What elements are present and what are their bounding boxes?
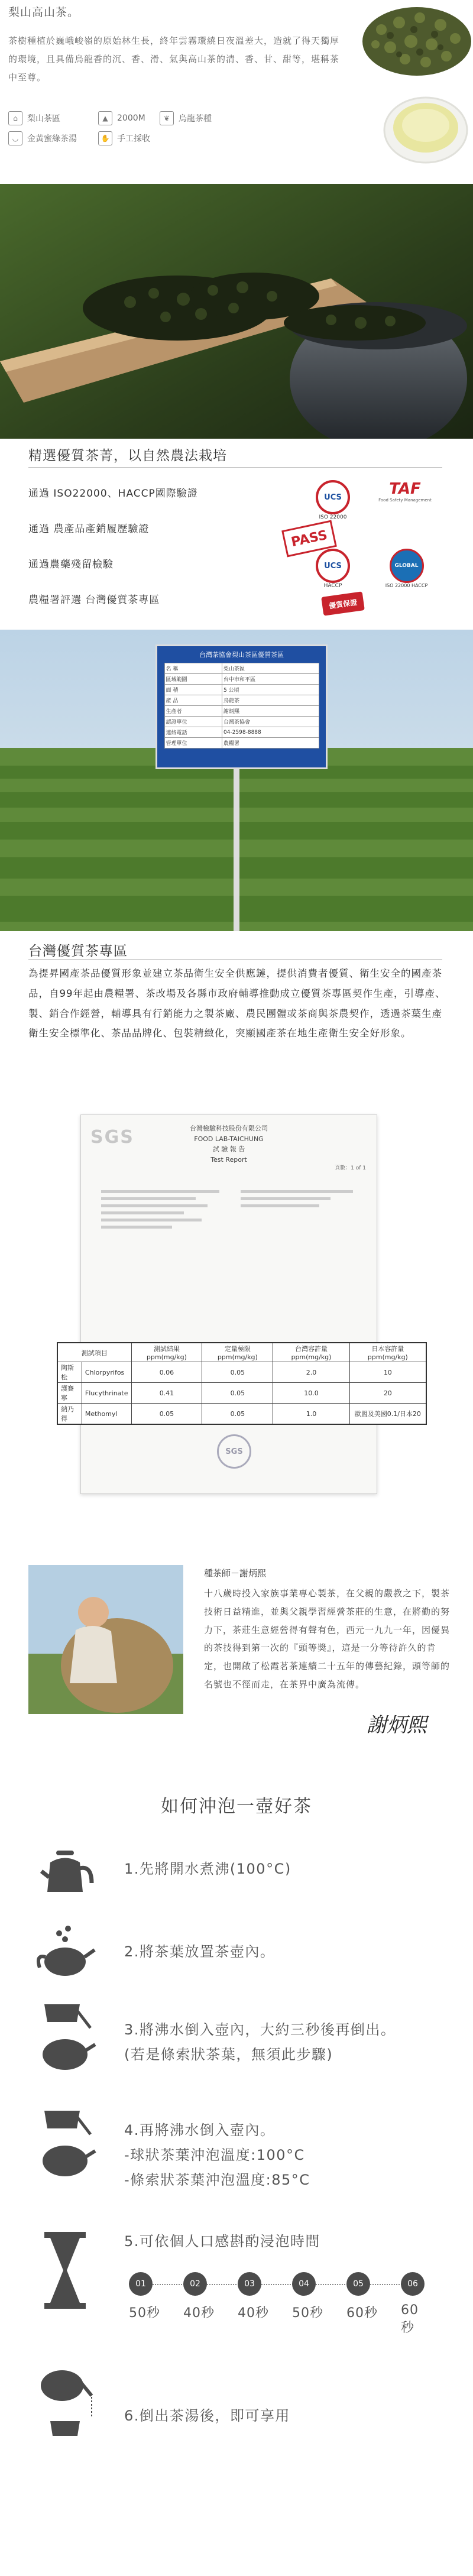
infusion-item <box>183 2272 215 2321</box>
infusion-time: 60秒 <box>401 2303 419 2335</box>
sign-table <box>164 663 319 749</box>
table-header: 測試結果 ppm(mg/kg) <box>131 1343 202 1362</box>
intro-title: 梨山高山茶。 <box>8 6 80 19</box>
feature-harvest <box>98 131 150 145</box>
sign-key: 認證單位 <box>164 717 222 727</box>
infusion-number: 05 <box>346 2272 370 2296</box>
cert-heading-bar <box>0 439 473 469</box>
table-header: 日本容許量 ppm(mg/kg) <box>349 1343 426 1362</box>
tea-plantation-icon: ⌂ <box>8 111 22 125</box>
sign-value: 謝炳熙 <box>222 706 319 717</box>
pass-stamp: PASS <box>281 520 337 558</box>
table-cell: 0.41 <box>131 1383 202 1404</box>
feature-variety <box>160 111 212 125</box>
sign-key: 管理單位 <box>164 738 222 749</box>
logo-caption: ISO 22000 <box>319 514 347 520</box>
sign-value: 農糧署 <box>222 738 319 749</box>
report-doc: 試 驗 報 告 <box>212 1145 245 1153</box>
brew-step-5 <box>124 2229 320 2254</box>
maker-title: 種茶師－謝炳熙 <box>204 1568 267 1579</box>
feature-plantation <box>8 111 60 125</box>
maker-signature: 謝炳熙 <box>367 1713 427 1737</box>
table-cell: 0.05 <box>202 1404 273 1425</box>
tea-cup-image <box>381 83 470 166</box>
table-cell: Chlorpyrifos <box>82 1362 131 1383</box>
feature-label: 烏龍茶種 <box>179 114 212 124</box>
divider <box>28 467 442 468</box>
feature-label: 金黃蜜綠茶湯 <box>27 134 77 144</box>
table-cell: 1.0 <box>273 1404 349 1425</box>
table-cell: Flucythrinate <box>82 1383 131 1404</box>
sign-key: 生產者 <box>164 706 222 717</box>
tea-zone-sign <box>155 644 328 769</box>
infusion-number: 06 <box>401 2272 425 2296</box>
tea-maker-photo <box>28 1565 183 1714</box>
zone-text: 為提昇國產茶品優質形象並建立茶品衛生安全供應鏈，提供消費者優質、衛生安全的國產茶品，自99年起由農糧署、茶改場及各縣市政府輔導推動成立優質茶專區契作生產，引導產、製、銷合作經營，輔導具有行銷能力之製茶廠、農民團體或茶商與茶農契作，透過茶葉生產衛生安全標準化、茶品品牌化、包裝精緻化，突顯國產茶在地生產衛生安全好形象。 <box>28 968 446 1039</box>
tea-cup-icon: ◡ <box>8 131 22 145</box>
report-company: 台灣檢驗科技股份有限公司 <box>190 1125 268 1132</box>
table-cell: 2.0 <box>273 1362 349 1383</box>
cert-item: 通過 農產品產銷履歷驗證 <box>28 523 150 535</box>
infusion-number: 03 <box>238 2272 261 2296</box>
table-cell: 10 <box>349 1362 426 1383</box>
kettle-icon <box>33 1836 98 1901</box>
feature-label: 手工採收 <box>117 134 150 144</box>
pour-water-icon <box>33 1987 98 2075</box>
brew-step-2 <box>124 1939 275 1964</box>
step-text: -球狀茶葉沖泡溫度:100°C <box>124 2147 305 2163</box>
step-text: (若是條索狀茶葉，無須此步驟) <box>124 2046 333 2063</box>
table-cell: 陶斯松 <box>57 1362 82 1383</box>
sign-key: 區域範圍 <box>164 674 222 685</box>
infusion-time: 50秒 <box>292 2306 323 2321</box>
cert-item: 通過農藥殘留檢驗 <box>28 559 114 571</box>
step-text: 1.先將開水煮沸(100°C) <box>124 1861 291 1877</box>
ucs-iso22000-logo <box>312 480 354 520</box>
mountain-icon: ▲ <box>98 111 112 125</box>
ucs-badge: UCS <box>316 480 350 514</box>
table-header: 測試項目 <box>57 1343 131 1362</box>
global-logo <box>378 549 435 588</box>
infusion-time: 40秒 <box>183 2306 215 2321</box>
global-badge: GLOBAL <box>390 549 424 583</box>
sign-value: 梨山茶區 <box>222 663 319 674</box>
infusion-number: 01 <box>129 2272 153 2296</box>
pour-again-icon <box>33 2093 98 2182</box>
feature-label: 2000M <box>117 114 145 123</box>
quality-seal: 優質保證 <box>321 591 365 615</box>
report-doc-en: Test Report <box>210 1155 247 1164</box>
brew-step-1 <box>124 1856 291 1881</box>
cert-item: 農糧署評選 台灣優質茶專區 <box>28 594 160 606</box>
table-cell: Methomyl <box>82 1404 131 1425</box>
brew-step-6 <box>124 2403 290 2428</box>
table-cell: 0.05 <box>131 1404 202 1425</box>
step-text: 2.將茶葉放置茶壺內。 <box>124 1943 276 1960</box>
report-lab: FOOD LAB-TAICHUNG <box>194 1135 264 1143</box>
infusion-timeline <box>129 2272 425 2335</box>
ucs-badge: UCS <box>316 549 350 583</box>
step-text: 5.可依個人口感斟酌浸泡時間 <box>124 2233 320 2250</box>
logo-caption: ISO 22000 HACCP <box>385 583 428 588</box>
step-text: 4.再將沸水倒入壺內。 <box>124 2122 276 2138</box>
tea-scoop-banner-image <box>0 184 473 444</box>
sign-key: 產 品 <box>164 695 222 706</box>
infusion-number: 02 <box>183 2272 207 2296</box>
report-header-lines <box>101 1186 219 1233</box>
divider <box>28 959 442 960</box>
ucs-haccp-logo <box>312 549 354 589</box>
tea-leaf-icon: ❦ <box>160 111 174 125</box>
sign-value: 04-2598-8888 <box>222 727 319 738</box>
infusion-item <box>346 2272 378 2321</box>
hourglass-icon <box>33 2229 98 2312</box>
sign-key: 連絡電話 <box>164 727 222 738</box>
sgs-stamp: SGS <box>217 1434 251 1469</box>
feature-altitude <box>98 111 145 125</box>
step-text: 6.倒出茶湯後，即可享用 <box>124 2407 290 2424</box>
sign-key: 名 稱 <box>164 663 222 674</box>
intro-text: 茶樹種植於巍峨峻嶺的原始林生長，終年雲霧環繞日夜溫差大，造就了得天獨厚的環境，且具備烏龍香的沉、香、滑、氣與高山茶的清、香、甘、甜等，堪稱茶中至尊。 <box>8 35 340 83</box>
table-cell: 10.0 <box>273 1383 349 1404</box>
sign-value: 台灣茶協會 <box>222 717 319 727</box>
infusion-item <box>292 2272 323 2321</box>
step-text: -條索狀茶葉沖泡溫度:85°C <box>124 2172 310 2188</box>
brew-step-4 <box>124 2118 310 2192</box>
table-header: 台灣容許量 ppm(mg/kg) <box>273 1343 349 1362</box>
logo-caption: HACCP <box>323 583 342 589</box>
maker-text: 十八歲時投入家族事業專心製茶，在父親的嚴教之下，製茶技術日益精進，並與父親學習經營茶莊的生意，在將勤的努力下，茶莊生意經營得有聲有色，西元一九九一年，因優異的茶技得到第一次的『頭等獎』，這是一分等待許久的肯定，也開啟了松霞茗茶連續二十五年的傳藝紀錄，頭等師的名號也不徑而走，在茶界中廣為流傳。 <box>204 1588 451 1690</box>
table-cell: 納乃得 <box>57 1404 82 1425</box>
table-header-row <box>57 1343 426 1362</box>
infusion-time: 50秒 <box>129 2306 160 2321</box>
table-header: 定量極限 ppm(mg/kg) <box>202 1343 273 1362</box>
sgs-logo: SGS <box>90 1127 134 1148</box>
pesticide-result-table <box>57 1342 427 1425</box>
sign-value: 台中市和平區 <box>222 674 319 685</box>
step-text: 3.將沸水倒入壺內，大約三秒後再倒出。 <box>124 2021 396 2038</box>
infusion-number: 04 <box>292 2272 316 2296</box>
sign-title: 台灣茶協會梨山茶區優質茶區 <box>199 651 284 659</box>
taf-logo <box>378 480 432 503</box>
table-cell: 0.05 <box>202 1383 273 1404</box>
feature-liquor <box>8 131 77 145</box>
report-header-lines-right <box>241 1186 353 1211</box>
hand-icon: ✋ <box>98 131 112 145</box>
table-cell: 20 <box>349 1383 426 1404</box>
brew-step-3 <box>124 2017 396 2067</box>
table-row <box>57 1362 426 1383</box>
tea-leaves-image <box>358 0 473 80</box>
sign-value: 烏龍茶 <box>222 695 319 706</box>
zone-heading: 台灣優質茶專區 <box>28 944 128 959</box>
sign-value: 5 公頃 <box>222 685 319 695</box>
taf-mark: TAF <box>389 480 421 498</box>
teapot-leaves-icon <box>33 1916 98 1981</box>
brew-title: 如何沖泡一壺好茶 <box>161 1796 312 1817</box>
table-row <box>57 1383 426 1404</box>
infusion-item <box>129 2272 160 2321</box>
infusion-item <box>238 2272 269 2321</box>
table-row <box>57 1404 426 1425</box>
cert-heading: 精選優質茶菁，以自然農法栽培 <box>28 448 227 464</box>
table-cell: 歐盟及美國0.1/日本20 <box>349 1404 426 1425</box>
sgs-test-report <box>80 1114 377 1494</box>
cert-item: 通過 ISO22000、HACCP國際驗證 <box>28 488 198 500</box>
table-cell: 0.06 <box>131 1362 202 1383</box>
pour-tea-icon <box>33 2359 98 2442</box>
table-cell: 0.05 <box>202 1362 273 1383</box>
infusion-time: 40秒 <box>238 2306 269 2321</box>
sign-key: 面 積 <box>164 685 222 695</box>
logo-caption: Food Safety Management <box>378 498 432 503</box>
feature-label: 梨山茶區 <box>27 114 60 124</box>
table-cell: 護賽寧 <box>57 1383 82 1404</box>
infusion-time: 60秒 <box>346 2306 378 2321</box>
infusion-item <box>401 2272 425 2336</box>
report-page: 頁數：1 of 1 <box>335 1165 366 1171</box>
